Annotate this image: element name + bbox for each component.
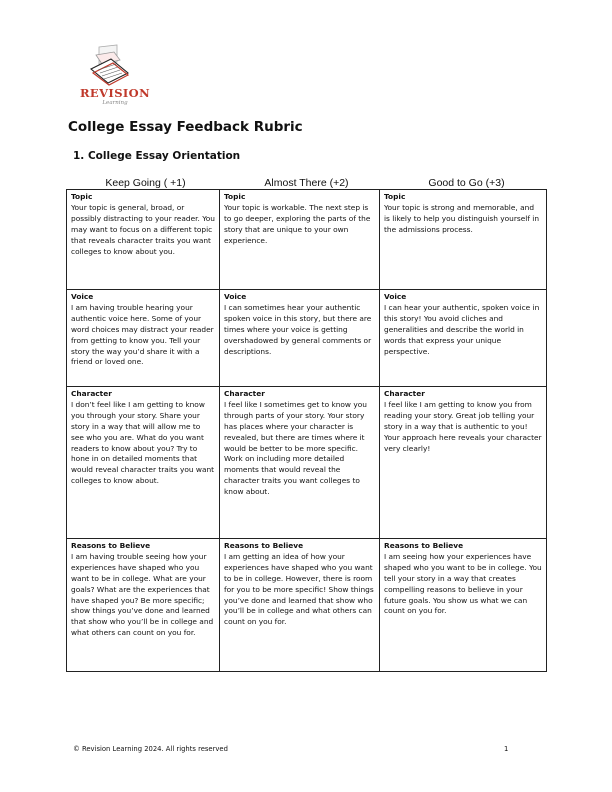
cell-text: I am having trouble seeing how your experiences have shaped who you want to be in college. What are your goals? What are the experiences that have shaped you? Be more specific; show things you’ve done and learned that show who you’ll be in college and what others can count on you for. bbox=[71, 551, 214, 638]
rubric-cell bbox=[220, 290, 380, 387]
book-stack-icon bbox=[86, 42, 136, 88]
cell-text: I can hear your authentic, spoken voice in this story! You avoid cliches and generalities and describe the world in words that express your unique perspective. bbox=[384, 302, 540, 356]
cell-title: Voice bbox=[71, 292, 94, 301]
cell-title: Reasons to Believe bbox=[224, 541, 304, 550]
cell-title: Character bbox=[384, 389, 425, 398]
page-title: College Essay Feedback Rubric bbox=[68, 119, 303, 135]
rubric-cell bbox=[380, 290, 547, 387]
cell-text: I don’t feel like I am getting to know you through your story. Share your story in a way that will allow me to see who you are. What do you want readers to know about you? Try to hone in on detailed moments that would reveal character traits you want colleges to know about. bbox=[71, 399, 215, 486]
footer-copyright: © Revision Learning 2024. All rights reserved bbox=[73, 745, 228, 753]
cell-title: Reasons to Believe bbox=[384, 541, 464, 550]
cell-text: I am seeing how your experiences have shaped who you want to be in college. You tell your story in a way that creates compelling reasons to believe in your future goals. You show us what we can count on you for. bbox=[384, 551, 542, 616]
page-number: 1 bbox=[504, 745, 509, 753]
cell-title: Topic bbox=[224, 192, 246, 201]
column-header-keep-going: Keep Going ( +1) bbox=[105, 177, 186, 189]
cell-text: I feel like I am getting to know you from reading your story. Great job telling your story in a way that is authentic to you! Your approach here reveals your character very clearly! bbox=[384, 399, 542, 453]
rubric-row-reasons-to-believe bbox=[67, 539, 547, 672]
rubric-row-character bbox=[67, 387, 547, 539]
cell-text: Your topic is workable. The next step is to go deeper, exploring the parts of the story that are unique to your own experience. bbox=[224, 202, 371, 245]
cell-title: Voice bbox=[384, 292, 407, 301]
cell-text: I feel like I sometimes get to know you through parts of your story. Your story has places where your character is revealed, but there are times where it would be better to be more specific. Work on including more detailed moments that would reveal the character traits you want colleges to know about. bbox=[224, 399, 367, 497]
rubric-cell bbox=[67, 190, 220, 290]
cell-text: I am getting an idea of how your experiences have shaped who you want to be in college. However, there is room for you to be more specific! Show things you’ve done and learned that show who you’ll be in college and what others can count on you for. bbox=[224, 551, 374, 627]
rubric-cell bbox=[67, 539, 220, 672]
column-header-good-to-go: Good to Go (+3) bbox=[428, 177, 505, 189]
cell-text: Your topic is strong and memorable, and is likely to help you distinguish yourself in the admissions process. bbox=[384, 202, 540, 234]
revision-logo bbox=[72, 42, 152, 108]
logo-subtitle: Learning bbox=[102, 100, 128, 106]
cell-title: Reasons to Believe bbox=[71, 541, 151, 550]
cell-title: Topic bbox=[384, 192, 406, 201]
rubric-row-topic bbox=[67, 190, 547, 290]
rubric-cell bbox=[380, 539, 547, 672]
rubric-cell bbox=[220, 539, 380, 672]
rubric-cell bbox=[380, 387, 547, 539]
cell-title: Character bbox=[71, 389, 112, 398]
rubric-cell bbox=[67, 290, 220, 387]
cell-text: I am having trouble hearing your authentic voice here. Some of your word choices may distract your reader from getting to know you. Tell your story the way you’d share it with a friend or loved one. bbox=[71, 302, 214, 367]
rubric-cell bbox=[380, 190, 547, 290]
rubric-row-voice bbox=[67, 290, 547, 387]
cell-text: I can sometimes hear your authentic spoken voice in this story, but there are times where your voice is getting overshadowed by general comments or descriptions. bbox=[224, 302, 372, 356]
cell-title: Topic bbox=[71, 192, 93, 201]
rubric-cell bbox=[67, 387, 220, 539]
column-header-almost-there: Almost There (+2) bbox=[264, 177, 349, 189]
cell-title: Voice bbox=[224, 292, 247, 301]
cell-text: Your topic is general, broad, or possibly distracting to your reader. You may want to focus on a different topic that reveals character traits you want colleges to know about you. bbox=[71, 202, 215, 256]
section-heading: 1. College Essay Orientation bbox=[73, 150, 241, 162]
cell-title: Character bbox=[224, 389, 265, 398]
rubric-cell bbox=[220, 190, 380, 290]
rubric-cell bbox=[220, 387, 380, 539]
logo-wordmark: REVISION bbox=[79, 86, 151, 100]
rubric-table bbox=[66, 189, 547, 672]
